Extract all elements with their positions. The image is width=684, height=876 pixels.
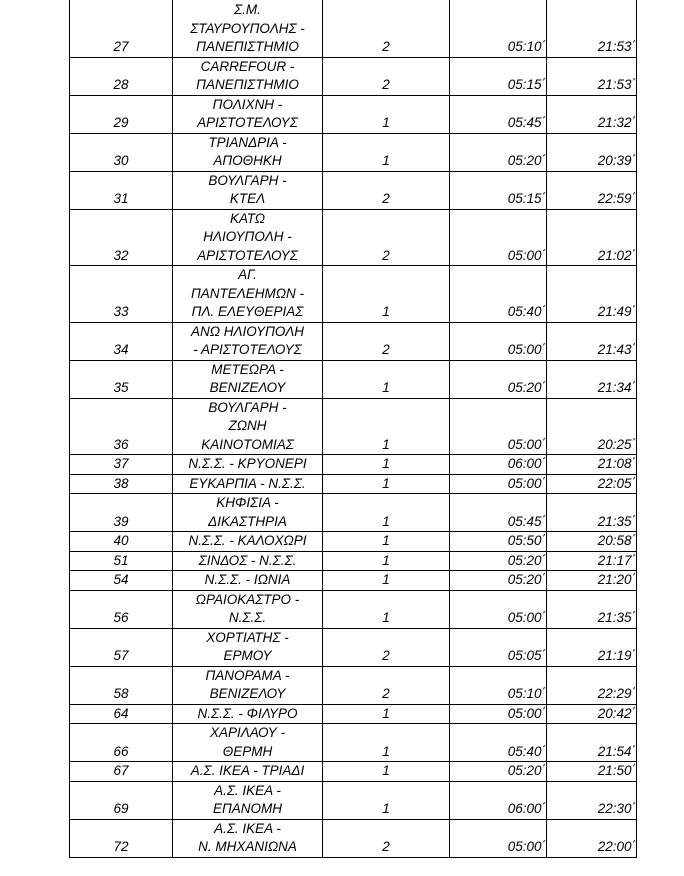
- last-departure-cell: 21:19΄: [547, 628, 637, 666]
- route-cell: Σ.Μ. ΣΤΑΥΡΟΥΠΟΛΗΣ - ΠΑΝΕΠΙΣΤΗΜΙΟ: [173, 0, 323, 57]
- route-cell: ΤΡΙΑΝΔΡΙΑ - ΑΠΟΘΗΚΗ: [173, 133, 323, 171]
- bus-count-cell: 2: [323, 57, 450, 95]
- first-departure-cell: 05:00΄: [450, 704, 547, 724]
- line-number-cell: 37: [70, 455, 173, 475]
- table-row: [70, 95, 637, 133]
- route-cell: ΧΟΡΤΙΑΤΗΣ - ΕΡΜΟΥ: [173, 628, 323, 666]
- line-number-cell: 66: [70, 724, 173, 762]
- line-number-cell: 34: [70, 322, 173, 360]
- last-departure-cell: 20:42΄: [547, 704, 637, 724]
- line-number-cell: 30: [70, 133, 173, 171]
- first-departure-cell: 05:20΄: [450, 133, 547, 171]
- line-number-cell: 64: [70, 704, 173, 724]
- bus-count-cell: 1: [323, 781, 450, 819]
- bus-count-cell: 1: [323, 704, 450, 724]
- route-cell: ΚΑΤΩ ΗΛΙΟΥΠΟΛΗ - ΑΡΙΣΤΟΤΕΛΟΥΣ: [173, 209, 323, 266]
- first-departure-cell: 05:00΄: [450, 819, 547, 857]
- line-number-cell: 33: [70, 266, 173, 323]
- last-departure-cell: 21:02΄: [547, 209, 637, 266]
- table-row: [70, 455, 637, 475]
- first-departure-cell: 05:10΄: [450, 0, 547, 57]
- first-departure-cell: 06:00΄: [450, 781, 547, 819]
- table-row: [70, 266, 637, 323]
- table-row: [70, 474, 637, 494]
- first-departure-cell: 05:20΄: [450, 762, 547, 782]
- bus-count-cell: 1: [323, 590, 450, 628]
- line-number-cell: 27: [70, 0, 173, 57]
- first-departure-cell: 05:20΄: [450, 360, 547, 398]
- last-departure-cell: 21:35΄: [547, 494, 637, 532]
- line-number-cell: 36: [70, 398, 173, 455]
- last-departure-cell: 21:35΄: [547, 590, 637, 628]
- line-number-cell: 35: [70, 360, 173, 398]
- line-number-cell: 51: [70, 551, 173, 571]
- route-cell: Α.Σ. ΙΚΕΑ - Ν. ΜΗΧΑΝΙΩΝΑ: [173, 819, 323, 857]
- bus-count-cell: 1: [323, 551, 450, 571]
- table-row: [70, 0, 637, 57]
- first-departure-cell: 05:10΄: [450, 666, 547, 704]
- table-row: [70, 571, 637, 591]
- line-number-cell: 57: [70, 628, 173, 666]
- last-departure-cell: 21:08΄: [547, 455, 637, 475]
- bus-count-cell: 2: [323, 819, 450, 857]
- table-row: [70, 819, 637, 857]
- first-departure-cell: 05:45΄: [450, 494, 547, 532]
- route-cell: Ν.Σ.Σ. - ΚΑΛΟΧΩΡΙ: [173, 532, 323, 552]
- first-departure-cell: 05:00΄: [450, 322, 547, 360]
- route-cell: ΠΟΛΙΧΝΗ - ΑΡΙΣΤΟΤΕΛΟΥΣ: [173, 95, 323, 133]
- line-number-cell: 67: [70, 762, 173, 782]
- route-cell: ΒΟΥΛΓΑΡΗ - ΚΤΕΛ: [173, 171, 323, 209]
- first-departure-cell: 05:00΄: [450, 590, 547, 628]
- table-row: [70, 171, 637, 209]
- table-row: [70, 628, 637, 666]
- last-departure-cell: 20:39΄: [547, 133, 637, 171]
- first-departure-cell: 05:05΄: [450, 628, 547, 666]
- last-departure-cell: 21:20΄: [547, 571, 637, 591]
- first-departure-cell: 05:00΄: [450, 474, 547, 494]
- first-departure-cell: 05:20΄: [450, 571, 547, 591]
- bus-count-cell: 1: [323, 266, 450, 323]
- first-departure-cell: 05:00΄: [450, 398, 547, 455]
- table-row: [70, 494, 637, 532]
- last-departure-cell: 20:58΄: [547, 532, 637, 552]
- table-row: [70, 762, 637, 782]
- line-number-cell: 69: [70, 781, 173, 819]
- bus-count-cell: 2: [323, 322, 450, 360]
- line-number-cell: 38: [70, 474, 173, 494]
- first-departure-cell: 05:40΄: [450, 724, 547, 762]
- route-cell: ΧΑΡΙΛΑΟΥ - ΘΕΡΜΗ: [173, 724, 323, 762]
- last-departure-cell: 22:29΄: [547, 666, 637, 704]
- line-number-cell: 31: [70, 171, 173, 209]
- bus-count-cell: 2: [323, 628, 450, 666]
- route-cell: ΩΡΑΙΟΚΑΣΤΡΟ - Ν.Σ.Σ.: [173, 590, 323, 628]
- first-departure-cell: 05:40΄: [450, 266, 547, 323]
- route-cell: ΜΕΤΕΩΡΑ - ΒΕΝΙΖΕΛΟΥ: [173, 360, 323, 398]
- first-departure-cell: 05:15΄: [450, 171, 547, 209]
- table-row: [70, 360, 637, 398]
- route-cell: Ν.Σ.Σ. - ΦΙΛΥΡΟ: [173, 704, 323, 724]
- bus-count-cell: 2: [323, 666, 450, 704]
- schedule-body: [70, 0, 637, 857]
- line-number-cell: 29: [70, 95, 173, 133]
- route-cell: Α.Σ. ΙΚΕΑ - ΕΠΑΝΟΜΗ: [173, 781, 323, 819]
- table-row: [70, 209, 637, 266]
- last-departure-cell: 21:54΄: [547, 724, 637, 762]
- last-departure-cell: 21:53΄: [547, 0, 637, 57]
- line-number-cell: 72: [70, 819, 173, 857]
- route-cell: ΒΟΥΛΓΑΡΗ - ΖΩΝΗ ΚΑΙΝΟΤΟΜΙΑΣ: [173, 398, 323, 455]
- bus-count-cell: 1: [323, 532, 450, 552]
- last-departure-cell: 21:53΄: [547, 57, 637, 95]
- route-cell: ΕΥΚΑΡΠΙΑ - Ν.Σ.Σ.: [173, 474, 323, 494]
- last-departure-cell: 21:49΄: [547, 266, 637, 323]
- bus-count-cell: 1: [323, 571, 450, 591]
- table-row: [70, 551, 637, 571]
- last-departure-cell: 21:34΄: [547, 360, 637, 398]
- first-departure-cell: 05:45΄: [450, 95, 547, 133]
- line-number-cell: 56: [70, 590, 173, 628]
- bus-count-cell: 1: [323, 360, 450, 398]
- first-departure-cell: 05:20΄: [450, 551, 547, 571]
- schedule-table: [69, 0, 637, 858]
- table-row: [70, 57, 637, 95]
- bus-count-cell: 1: [323, 133, 450, 171]
- route-cell: CARREFOUR - ΠΑΝΕΠΙΣΤΗΜΙΟ: [173, 57, 323, 95]
- bus-count-cell: 1: [323, 398, 450, 455]
- last-departure-cell: 21:43΄: [547, 322, 637, 360]
- bus-count-cell: 1: [323, 762, 450, 782]
- last-departure-cell: 20:25΄: [547, 398, 637, 455]
- line-number-cell: 58: [70, 666, 173, 704]
- table-row: [70, 590, 637, 628]
- route-cell: Ν.Σ.Σ. - ΚΡΥΟΝΕΡΙ: [173, 455, 323, 475]
- first-departure-cell: 06:00΄: [450, 455, 547, 475]
- table-row: [70, 532, 637, 552]
- first-departure-cell: 05:50΄: [450, 532, 547, 552]
- last-departure-cell: 22:00΄: [547, 819, 637, 857]
- table-row: [70, 781, 637, 819]
- route-cell: ΑΝΩ ΗΛΙΟΥΠΟΛΗ - ΑΡΙΣΤΟΤΕΛΟΥΣ: [173, 322, 323, 360]
- table-row: [70, 704, 637, 724]
- route-cell: ΠΑΝΟΡΑΜΑ - ΒΕΝΙΖΕΛΟΥ: [173, 666, 323, 704]
- table-row: [70, 398, 637, 455]
- bus-count-cell: 2: [323, 0, 450, 57]
- line-number-cell: 39: [70, 494, 173, 532]
- last-departure-cell: 21:17΄: [547, 551, 637, 571]
- line-number-cell: 32: [70, 209, 173, 266]
- table-row: [70, 322, 637, 360]
- bus-count-cell: 2: [323, 209, 450, 266]
- table-row: [70, 666, 637, 704]
- table-row: [70, 133, 637, 171]
- bus-count-cell: 1: [323, 455, 450, 475]
- last-departure-cell: 22:30΄: [547, 781, 637, 819]
- line-number-cell: 40: [70, 532, 173, 552]
- bus-count-cell: 1: [323, 474, 450, 494]
- last-departure-cell: 22:05΄: [547, 474, 637, 494]
- bus-count-cell: 1: [323, 95, 450, 133]
- line-number-cell: 28: [70, 57, 173, 95]
- route-cell: ΚΗΦΙΣΙΑ - ΔΙΚΑΣΤΗΡΙΑ: [173, 494, 323, 532]
- bus-count-cell: 1: [323, 494, 450, 532]
- line-number-cell: 54: [70, 571, 173, 591]
- bus-count-cell: 2: [323, 171, 450, 209]
- last-departure-cell: 22:59΄: [547, 171, 637, 209]
- route-cell: ΑΓ. ΠΑΝΤΕΛΕΗΜΩΝ - ΠΛ. ΕΛΕΥΘΕΡΙΑΣ: [173, 266, 323, 323]
- first-departure-cell: 05:15΄: [450, 57, 547, 95]
- route-cell: Ν.Σ.Σ. - ΙΩΝΙΑ: [173, 571, 323, 591]
- last-departure-cell: 21:50΄: [547, 762, 637, 782]
- route-cell: Α.Σ. ΙΚΕΑ - ΤΡΙΑΔΙ: [173, 762, 323, 782]
- table-row: [70, 724, 637, 762]
- route-cell: ΣΙΝΔΟΣ - Ν.Σ.Σ.: [173, 551, 323, 571]
- bus-count-cell: 1: [323, 724, 450, 762]
- first-departure-cell: 05:00΄: [450, 209, 547, 266]
- last-departure-cell: 21:32΄: [547, 95, 637, 133]
